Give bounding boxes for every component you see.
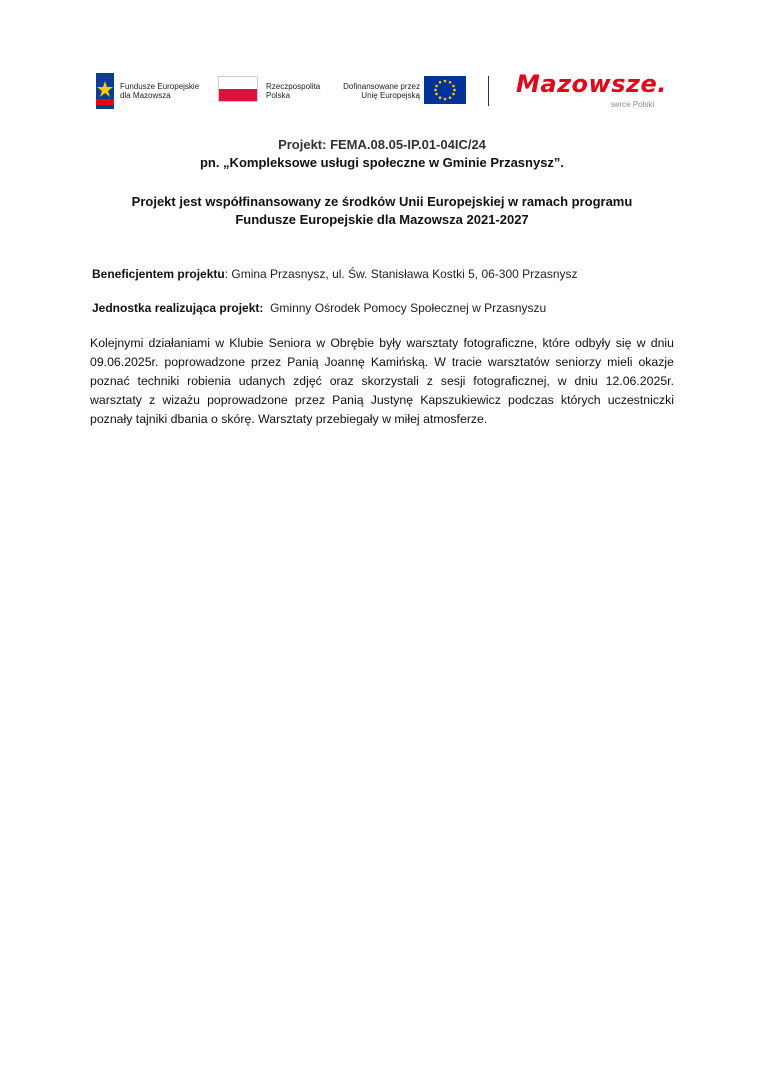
mazowsze-logo <box>516 66 676 116</box>
fe-logo-line2: dla Mazowsza <box>120 91 171 100</box>
project-name: pn. „Kompleksowe usługi społeczne w Gminie Przasnysz”. <box>199 155 565 170</box>
logo-bar <box>90 66 674 116</box>
mazowsze-wordmark: Mazowsze. <box>516 70 667 98</box>
implementing-unit-value: Gminny Ośrodek Pomocy Społecznej w Przasnyszu <box>263 301 547 315</box>
implementing-unit-line <box>92 301 546 315</box>
eu-logo-line2: Unię Europejską <box>361 91 420 100</box>
rp-logo-line1: Rzeczpospolita <box>266 82 321 91</box>
cofinance-line-2: Fundusze Europejskie dla Mazowsza 2021-2027 <box>235 212 529 227</box>
mazowsze-tagline: serce Polski <box>611 100 655 109</box>
eu-cofinancing-logo <box>340 66 470 116</box>
rp-logo-line2: Polska <box>266 91 291 100</box>
fe-star-icon <box>92 71 118 111</box>
eu-flag-icon <box>424 76 466 104</box>
implementing-unit-label: Jednostka realizująca projekt: <box>92 301 264 315</box>
project-code: Projekt: FEMA.08.05-IP.01-04IC/24 <box>278 137 486 152</box>
eu-logo-line1: Dofinansowane przez <box>343 82 420 91</box>
beneficiary-value: : Gmina Przasnysz, ul. Św. Stanisława Kostki 5, 06-300 Przasnysz <box>224 267 578 281</box>
beneficiary-line <box>92 267 578 281</box>
logo-divider <box>488 76 489 106</box>
fundusze-europejskie-logo <box>90 66 210 116</box>
beneficiary-label: Beneficjentem projektu <box>92 267 225 281</box>
fe-logo-line1: Fundusze Europejskie <box>120 82 200 91</box>
rzeczpospolita-logo <box>218 66 328 116</box>
cofinance-line-1: Projekt jest współfinansowany ze środków Unii Europejskiej w ramach programu <box>131 194 633 209</box>
body-paragraph: Kolejnymi działaniami w Klubie Seniora w Obrębie były warsztaty fotograficzne, które odbyły się w dniu 09.06.2025r. poprowadzone przez Panią Joannę Kamińską. W tracie warsztatów seniorzy mieli okazje poznać techniki robienia udanych zdjęć oraz skorzystali z sesji fotograficznej, w dniu 12.06.2025r. warsztaty z wizażu poprowadzone przez Panią Justynę Kapszukiewicz podczas których uczestniczki poznały tajniki dbania o skórę. Warsztaty przebiegały w miłej atmosferze. <box>90 336 674 426</box>
polish-flag-icon <box>218 76 258 102</box>
